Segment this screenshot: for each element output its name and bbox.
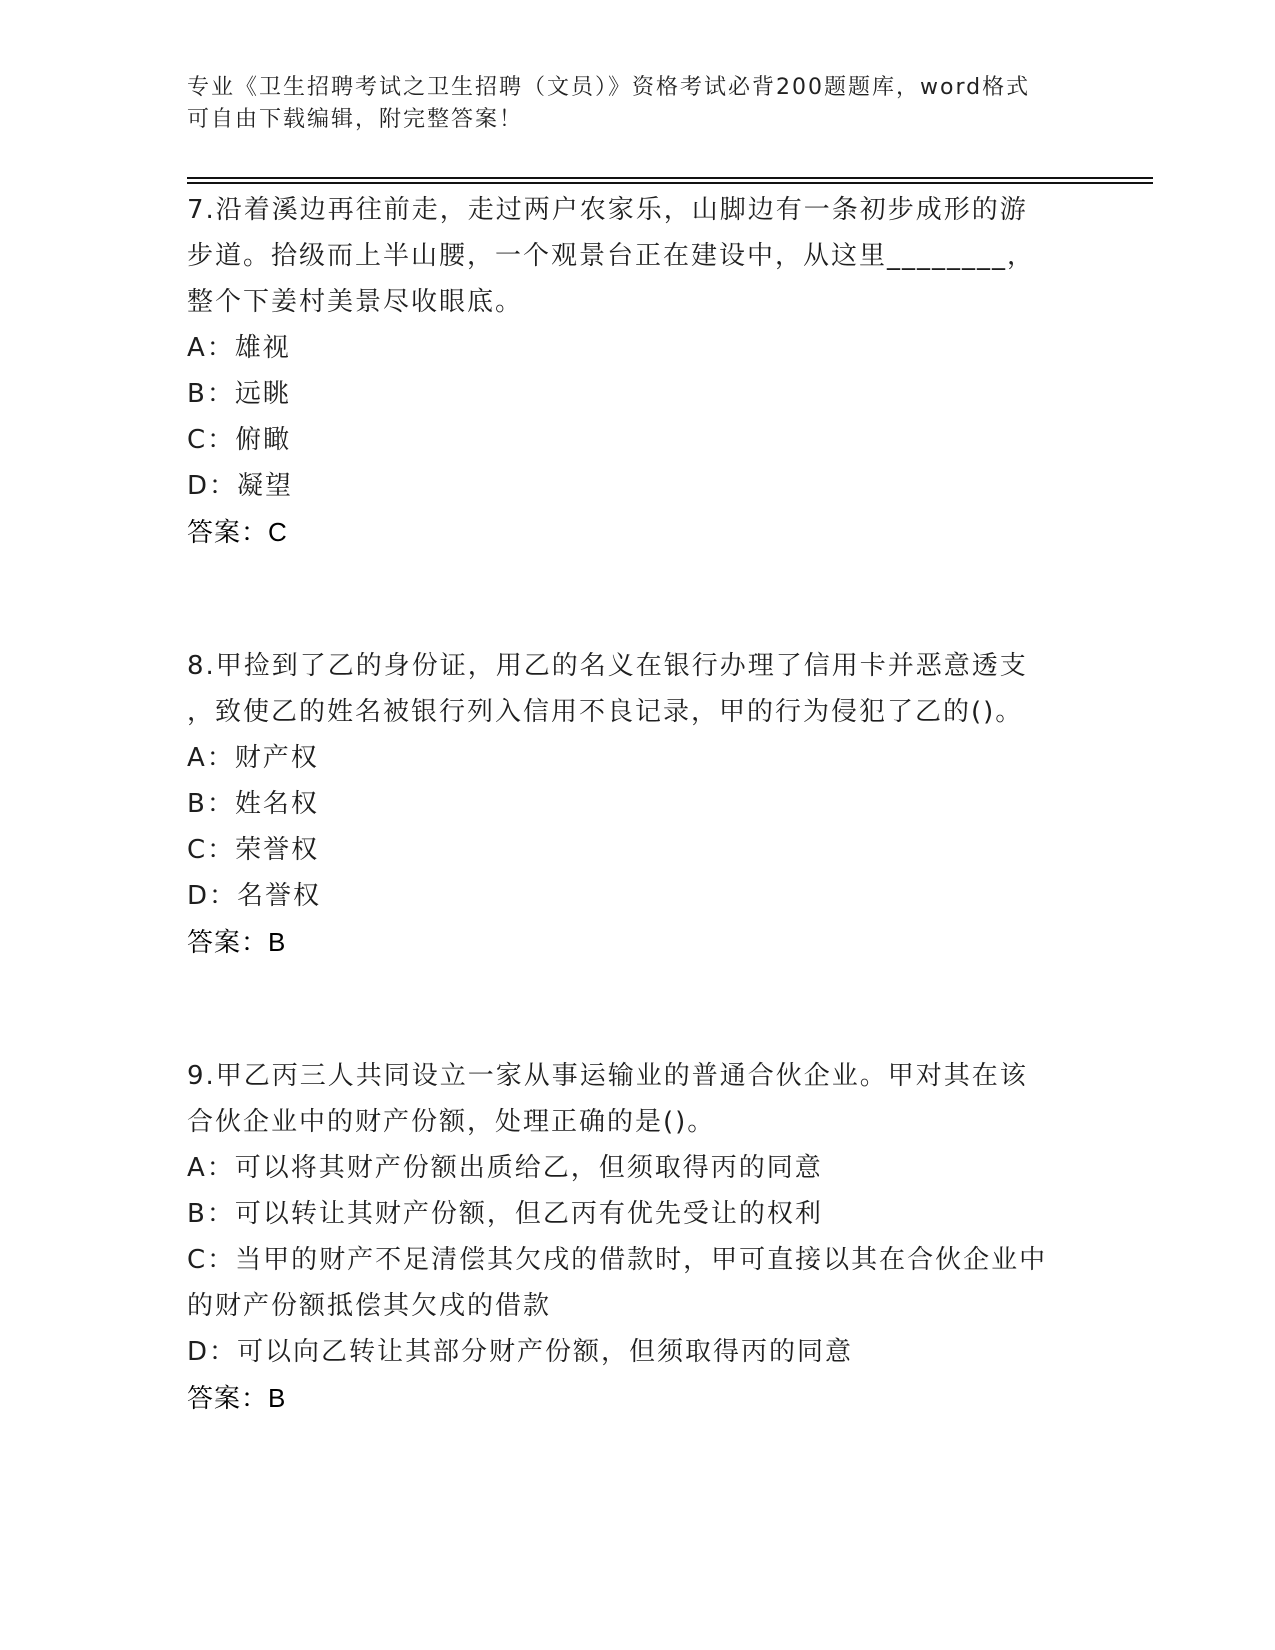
question-block <box>187 187 1087 555</box>
question-block <box>187 643 1087 965</box>
question-stem-line: 8.甲捡到了乙的身份证，用乙的名义在银行办理了信用卡并恶意透支 <box>187 651 1028 681</box>
option-d: D：可以向乙转让其部分财产份额，但须取得丙的同意 <box>187 1337 854 1367</box>
option-c: C：当甲的财产不足清偿其欠戌的借款时，甲可直接以其在合伙企业中 <box>187 1245 1048 1275</box>
question-stem-line: 步道。拾级而上半山腰，一个观景台正在建设中，从这里________， <box>187 241 1036 271</box>
option-c-continued: 的财产份额抵偿其欠戌的借款 <box>187 1291 552 1321</box>
answer-label: 答案：B <box>187 927 287 957</box>
option-a: A：雄视 <box>187 333 291 363</box>
option-c: C：俯瞰 <box>187 425 292 455</box>
option-b: B：远眺 <box>187 379 291 409</box>
question-stem-line: 合伙企业中的财产份额，处理正确的是()。 <box>187 1107 716 1137</box>
document-header <box>187 72 1087 136</box>
option-d: D：名誉权 <box>187 881 322 911</box>
header-line-1: 专业《卫生招聘考试之卫生招聘（文员）》资格考试必背200题题库，word格式 <box>187 75 1031 100</box>
option-b: B：可以转让其财产份额，但乙丙有优先受让的权利 <box>187 1199 823 1229</box>
question-spacer <box>187 965 1087 1053</box>
option-a: A：可以将其财产份额出质给乙，但须取得丙的同意 <box>187 1153 823 1183</box>
question-stem-line: 9.甲乙丙三人共同设立一家从事运输业的普通合伙企业。甲对其在该 <box>187 1061 1028 1091</box>
answer-label: 答案：C <box>187 517 288 547</box>
header-divider-bottom <box>187 182 1153 184</box>
option-c: C：荣誉权 <box>187 835 320 865</box>
option-b: B：姓名权 <box>187 789 319 819</box>
question-block <box>187 1053 1087 1421</box>
header-divider-top <box>187 177 1153 179</box>
question-stem-line: 整个下姜村美景尽收眼底。 <box>187 287 524 317</box>
question-spacer <box>187 555 1087 643</box>
option-d: D：凝望 <box>187 471 294 501</box>
question-list <box>187 187 1087 1421</box>
header-line-2: 可自由下载编辑，附完整答案！ <box>187 107 524 132</box>
question-stem-line: 7.沿着溪边再往前走，走过两户农家乐，山脚边有一条初步成形的游 <box>187 195 1028 225</box>
option-a: A：财产权 <box>187 743 319 773</box>
question-stem-line: ，致使乙的姓名被银行列入信用不良记录，甲的行为侵犯了乙的()。 <box>187 697 1024 727</box>
answer-label: 答案：B <box>187 1383 287 1413</box>
